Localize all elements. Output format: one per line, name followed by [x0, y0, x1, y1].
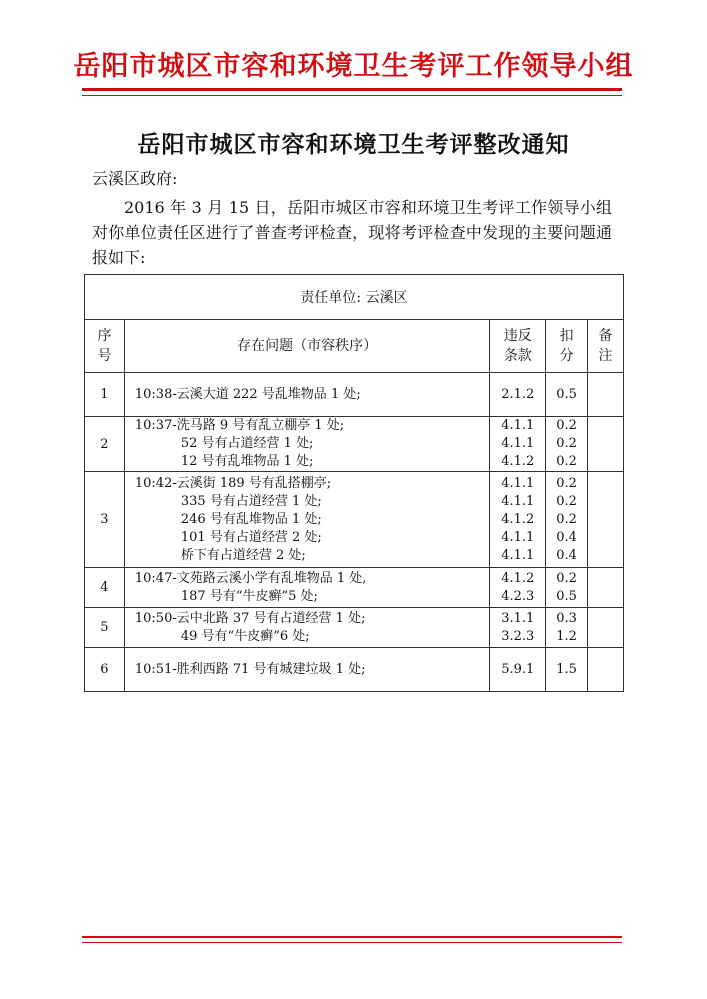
clause-code: 4.1.1	[501, 436, 535, 451]
deduct-score: 0.2	[556, 493, 577, 509]
header-no-line2: 号	[97, 348, 112, 364]
table-row	[85, 373, 624, 417]
clause-code: 4.1.1	[501, 493, 535, 509]
issue-line: 49 号有“牛皮癣”6 处;	[180, 628, 310, 644]
row-number: 2	[85, 417, 125, 472]
header-no	[85, 320, 125, 373]
row-number: 3	[85, 472, 125, 568]
table-row	[85, 472, 624, 568]
header-deduct-line1: 扣	[559, 328, 574, 344]
issue-line: 246 号有乱堆物品 1 处;	[180, 511, 322, 527]
unit-row	[85, 275, 624, 320]
note-cell	[588, 568, 624, 608]
header-clause-line1: 违反	[503, 328, 532, 344]
deduct-score: 0.2	[556, 570, 577, 586]
responsible-unit: 责任单位: 云溪区	[85, 275, 624, 320]
deduct-score: 0.5	[556, 386, 577, 402]
table-row	[85, 417, 624, 472]
deduct-score: 0.4	[556, 547, 577, 563]
header-rule-thick	[82, 88, 622, 91]
issue-line: 52 号有占道经营 1 处;	[180, 436, 314, 451]
notice-title: 岳阳市城区市容和环境卫生考评整改通知	[137, 131, 570, 158]
issue-line: 10:42-云溪街 189 号有乱搭棚亭;	[134, 475, 332, 491]
header-deduct-line2: 分	[559, 348, 574, 364]
header-note-line2: 注	[598, 348, 613, 364]
clause-code: 4.1.2	[501, 511, 535, 527]
row-number: 6	[85, 648, 125, 692]
issue-line-cell	[124, 568, 489, 608]
row-number: 4	[85, 568, 125, 608]
table-row	[85, 568, 624, 608]
issue-line: 10:51-胜利西路 71 号有城建垃圾 1 处;	[134, 661, 366, 677]
header-rule-thin	[82, 95, 622, 96]
deduct-score-cell	[546, 373, 588, 417]
header-clause	[490, 320, 546, 373]
clause-code: 3.1.1	[501, 610, 535, 626]
clause-code-cell	[490, 472, 546, 568]
deduct-score: 0.2	[556, 475, 577, 491]
note-cell	[588, 648, 624, 692]
header-deduct	[546, 320, 588, 373]
clause-code: 4.1.1	[501, 547, 535, 563]
issue-line: 10:50-云中北路 37 号有占道经营 1 处;	[134, 610, 366, 626]
deduct-score-cell	[546, 608, 588, 648]
org-header-title: 岳阳市城区市容和环境卫生考评工作领导小组	[73, 51, 634, 82]
clause-code: 4.1.2	[501, 570, 535, 586]
footer-rule-thick	[82, 936, 622, 938]
table-row	[85, 648, 624, 692]
clause-code-cell	[490, 417, 546, 472]
header-note	[588, 320, 624, 373]
row-number: 1	[85, 373, 125, 417]
footer-rule-thin	[82, 942, 622, 943]
issue-line: 桥下有占道经营 2 处;	[180, 547, 306, 563]
row-number: 5	[85, 608, 125, 648]
intro-paragraph: 2016 年 3 月 15 日，岳阳市城区市容和环境卫生考评工作领导小组对你单位责任区进行了普查考评检查，现将考评检查中发现的主要问题通报如下:	[92, 198, 612, 267]
issue-line: 10:47-文苑路云溪小学有乱堆物品 1 处,	[134, 570, 367, 586]
issue-line: 101 号有占道经营 2 处;	[180, 529, 322, 545]
deduct-score: 0.2	[556, 418, 577, 433]
issue-line: 10:38-云溪大道 222 号乱堆物品 1 处;	[134, 386, 361, 402]
issue-line-cell	[124, 608, 489, 648]
clause-code-cell	[490, 608, 546, 648]
clause-code: 4.1.1	[501, 529, 535, 545]
deduct-score: 0.5	[556, 588, 577, 604]
clause-code: 5.9.1	[501, 661, 535, 677]
deduct-score: 0.2	[556, 511, 577, 527]
issue-line: 187 号有“牛皮癣”5 处;	[180, 588, 318, 604]
deduct-score: 1.2	[556, 628, 577, 644]
header-clause-line2: 条款	[503, 348, 532, 364]
clause-code: 2.1.2	[501, 386, 535, 402]
table-row	[85, 608, 624, 648]
deduct-score-cell	[546, 472, 588, 568]
deduct-score-cell	[546, 417, 588, 472]
note-cell	[588, 608, 624, 648]
note-cell	[588, 417, 624, 472]
note-cell	[588, 373, 624, 417]
clause-code: 3.2.3	[501, 628, 535, 644]
clause-code: 4.1.1	[501, 418, 535, 433]
addressee: 云溪区政府:	[92, 169, 178, 188]
deduct-score-cell	[546, 568, 588, 608]
note-cell	[588, 472, 624, 568]
issue-line: 10:37-洗马路 9 号有乱立棚亭 1 处;	[134, 418, 345, 433]
clause-code: 4.2.3	[501, 588, 535, 604]
clause-code-cell	[490, 648, 546, 692]
issue-line: 12 号有乱堆物品 1 处;	[180, 454, 314, 469]
deduct-score: 0.3	[556, 610, 577, 626]
header-row	[85, 320, 624, 373]
issue-line-cell	[124, 648, 489, 692]
issue-line-cell	[124, 373, 489, 417]
header-issue: 存在问题（市容秩序）	[124, 320, 489, 373]
deduct-score: 0.4	[556, 529, 577, 545]
clause-code: 4.1.1	[501, 475, 535, 491]
clause-code-cell	[490, 373, 546, 417]
issue-line: 335 号有占道经营 1 处;	[180, 493, 322, 509]
issues-table	[84, 274, 624, 692]
issue-line-cell	[124, 417, 489, 472]
clause-code: 4.1.2	[501, 454, 535, 469]
deduct-score: 1.5	[556, 661, 577, 677]
clause-code-cell	[490, 568, 546, 608]
issue-line-cell	[124, 472, 489, 568]
header-note-line1: 备	[598, 328, 613, 344]
deduct-score: 0.2	[556, 436, 577, 451]
deduct-score-cell	[546, 648, 588, 692]
deduct-score: 0.2	[556, 454, 577, 469]
header-no-line1: 序	[97, 328, 112, 344]
